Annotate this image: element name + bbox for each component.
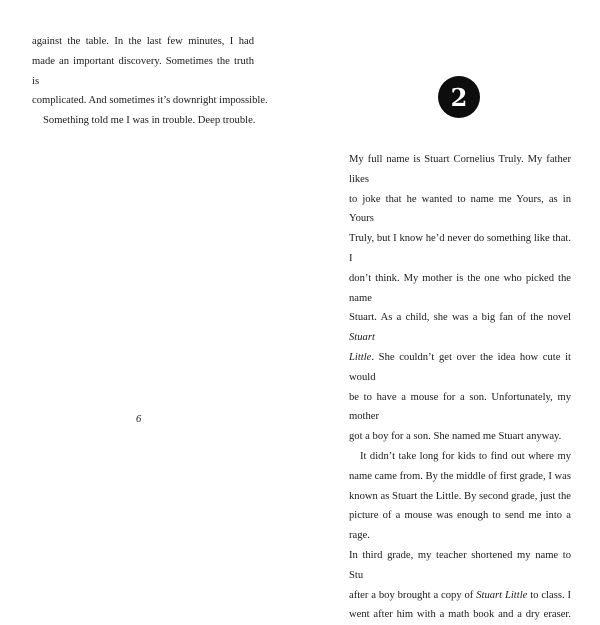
- right-page: [300, 0, 600, 621]
- text-line: picture of a mouse was enough to send me into a rage.: [349, 510, 571, 542]
- text-line: after a boy brought a copy of Stuart Little to class. I: [349, 589, 571, 601]
- text-line: In third grade, my teacher shortened my name to Stu: [349, 549, 571, 581]
- text-line: got a boy for a son. She named me Stuart anyway.: [349, 431, 562, 443]
- text-line: went after him with a math book and a dry eraser.: [349, 609, 571, 621]
- book-title: Little: [349, 351, 372, 363]
- text-line: Little. She couldn’t get over the idea how cute it would: [349, 351, 571, 383]
- page-number: 6: [136, 414, 142, 425]
- text-line: against the table. In the last few minutes, I had: [32, 36, 254, 47]
- chapter-number: 2: [450, 82, 468, 112]
- text-line: My full name is Stuart Cornelius Truly. My father likes: [349, 154, 571, 185]
- chapter-number-badge: [438, 76, 480, 118]
- text-line: complicated. And sometimes it’s downright impossible.: [32, 95, 268, 107]
- text-line: Truly, but I know he’d never do something like that. I: [349, 233, 571, 264]
- paragraph-first-line: Something told me I was in trouble. Deep trouble.: [43, 115, 256, 127]
- text-line: name came from. By the middle of first grade, I was: [349, 470, 571, 482]
- book-title: Stuart: [349, 332, 375, 344]
- paragraph-first-line: It didn’t take long for kids to find out where my: [360, 450, 571, 462]
- right-page-text: [349, 150, 571, 625]
- text-line: to joke that he wanted to name me Yours, as in Yours: [349, 193, 571, 225]
- text-line: Stuart. As a child, she was a big fan of the novel Stuart: [349, 312, 571, 344]
- text-line: known as Stuart the Little. By second grade, just the: [349, 490, 571, 502]
- left-page-text: [32, 32, 268, 131]
- text-line: don’t think. My mother is the one who picked the name: [349, 272, 571, 304]
- text-line: made an important discovery. Sometimes the truth is: [32, 55, 254, 87]
- text-line: be to have a mouse for a son. Unfortunately, my mother: [349, 391, 571, 423]
- book-title: Stuart Little: [476, 589, 528, 601]
- left-page: [0, 0, 300, 450]
